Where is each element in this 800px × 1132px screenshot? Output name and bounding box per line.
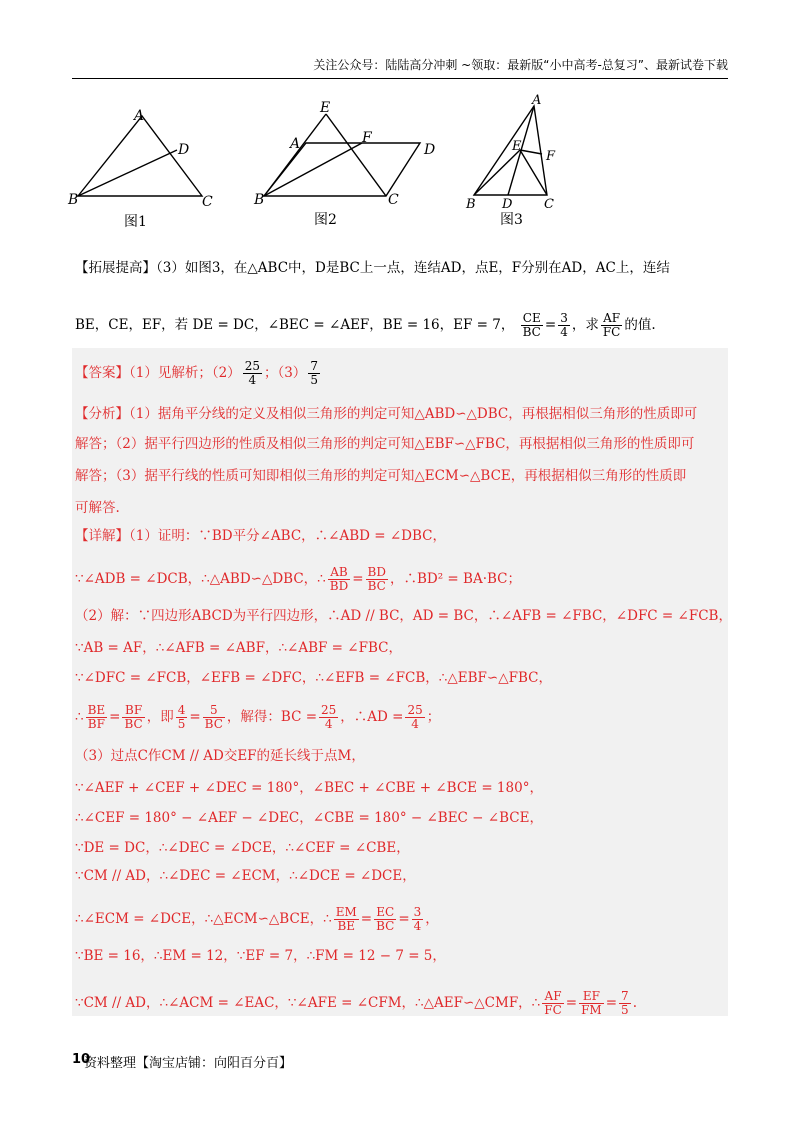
detail-line-5: ∵∠DFC = ∠FCB，∠EFB = ∠DFC，∴∠EFB = ∠FCB，∴△EBF∽△FBC， [75, 670, 552, 686]
page-number: 10 [72, 1052, 91, 1067]
detail-line-12: ∴∠ECM = ∠DCE，∴△ECM∽△BCE，∴ $\frac{EM}{BE}$ = $\frac{EC}{BC}$ = $\frac{3}{4}$ ， [75, 905, 439, 933]
analysis-line-4: 可解答. [75, 500, 120, 516]
svg-text:B: B [466, 197, 476, 212]
svg-text:A: A [532, 93, 542, 108]
detail-line-2: ∵∠ADB = ∠DCB，∴△ABD∽△DBC，∴ $\frac{AB}{BD}$ = $\frac{BD}{BC}$ ，∴BD² = BA·BC； [75, 565, 521, 593]
svg-text:D: D [424, 142, 436, 158]
figure-1-caption: 图1 [124, 214, 147, 230]
svg-text:C: C [388, 192, 399, 208]
analysis-line-2: 解答；（2）据平行四边形的性质及相似三角形的判定可知△EBF∽△FBC，再根据相似三角形的性质即可 [75, 436, 695, 452]
answer-line: 【答案】（1）见解析；（2） $\frac{25}{4}$ ；（3） $\frac{7}{5}$ [75, 359, 318, 387]
detail-line-9: ∴∠CEF = 180° − ∠AEF − ∠DEC，∠CBE = 180° − ∠BEC − ∠BCE， [75, 810, 543, 826]
svg-text:D: D [178, 142, 190, 158]
figure-3-labels [465, 93, 556, 212]
svg-text:C: C [202, 194, 213, 210]
svg-text:F: F [546, 149, 556, 164]
figure-3-caption: 图3 [500, 212, 523, 228]
svg-text:C: C [544, 197, 554, 212]
problem-line-1: 【拓展提高】（3）如图3，在△ABC中，D是BC上一点，连结AD，点E，F分别在AD，AC上，连结 [75, 260, 670, 276]
problem-tag: 【拓展提高】 [75, 260, 156, 276]
detail-line-1: 【详解】（1）证明：∵BD平分∠ABC，∴∠ABD = ∠DBC， [75, 528, 446, 544]
problem-line-2: BE，CE，EF，若 DE = DC，∠BEC = ∠AEF，BE = 16，EF = 7， $\frac{CE}{BC}$ = $\frac{3}{4}$ ，求 $\frac{AF}{FC}$ 的值. [75, 311, 656, 339]
detail-tag: 【详解】 [75, 528, 129, 544]
detail-line-6: ∴ $\frac{BE}{BF}$ = $\frac{BF}{BC}$ ，即 $\frac{4}{5}$ = $\frac{5}{BC}$ ，解得：BC = $\frac{25}{4}$ ，∴AD = $\frac{25}{4}$ ； [75, 703, 441, 731]
svg-text:A: A [134, 108, 145, 124]
svg-text:F: F [362, 130, 372, 146]
analysis-tag: 【分析】 [75, 406, 129, 422]
figure-2 [264, 114, 420, 196]
analysis-line-3: 解答；（3）据平行线的性质可知即相似三角形的判定可知△ECM∽△BCE，再根据相似三角形的性质即 [75, 468, 687, 484]
figure-2-labels [253, 100, 435, 208]
detail-line-3: （2）解：∵四边形ABCD为平行四边形，∴AD // BC，AD = BC，∴∠AFB = ∠FBC，∠DFC = ∠FCB， [75, 608, 732, 624]
figure-1-labels [67, 108, 213, 210]
detail-line-7: （3）过点C作CM // AD交EF的延长线于点M， [75, 748, 365, 764]
analysis-line-1: 【分析】（1）据角平分线的定义及相似三角形的判定可知△ABD∽△DBC，再根据相似三角形的性质即可 [75, 406, 698, 422]
detail-line-10: ∵DE = DC，∴∠DEC = ∠DCE，∴∠CEF = ∠CBE， [75, 840, 410, 856]
svg-text:E: E [512, 139, 522, 154]
detail-line-14: ∵CM // AD，∴∠ACM = ∠EAC，∵∠AFE = ∠CFM，∴△AEF∽△CMF，∴ $\frac{AF}{FC}$ = $\frac{EF}{FM}$ = $\frac{7}{5}$ . [75, 989, 637, 1017]
svg-text:B: B [254, 192, 265, 208]
svg-text:B: B [68, 192, 79, 208]
svg-text:E: E [320, 100, 331, 116]
detail-line-4: ∵AB = AF，∴∠AFB = ∠ABF，∴∠ABF = ∠FBC， [75, 640, 402, 656]
figure-2-caption: 图2 [314, 212, 337, 228]
page-header: 关注公众号：陆陆高分冲刺 ~领取：最新版“小中高考-总复习”、最新试卷下载 [72, 56, 728, 79]
detail-line-11: ∵CM // AD，∴∠DEC = ∠ECM，∴∠DCE = ∠DCE， [75, 868, 416, 884]
svg-text:A: A [290, 136, 301, 152]
page-footer: 资料整理【淘宝店铺：向阳百分百】 [84, 1056, 293, 1071]
svg-text:D: D [502, 197, 513, 212]
answer-tag: 【答案】 [75, 365, 129, 381]
figure-3 [474, 106, 547, 195]
detail-line-13: ∵BE = 16，∴EM = 12，∵EF = 7，∴FM = 12 − 7 = 5， [75, 948, 446, 964]
geometry-figures [60, 90, 660, 240]
detail-line-8: ∵∠AEF + ∠CEF + ∠DEC = 180°，∠BEC + ∠CBE + ∠BCE = 180°， [75, 780, 543, 796]
